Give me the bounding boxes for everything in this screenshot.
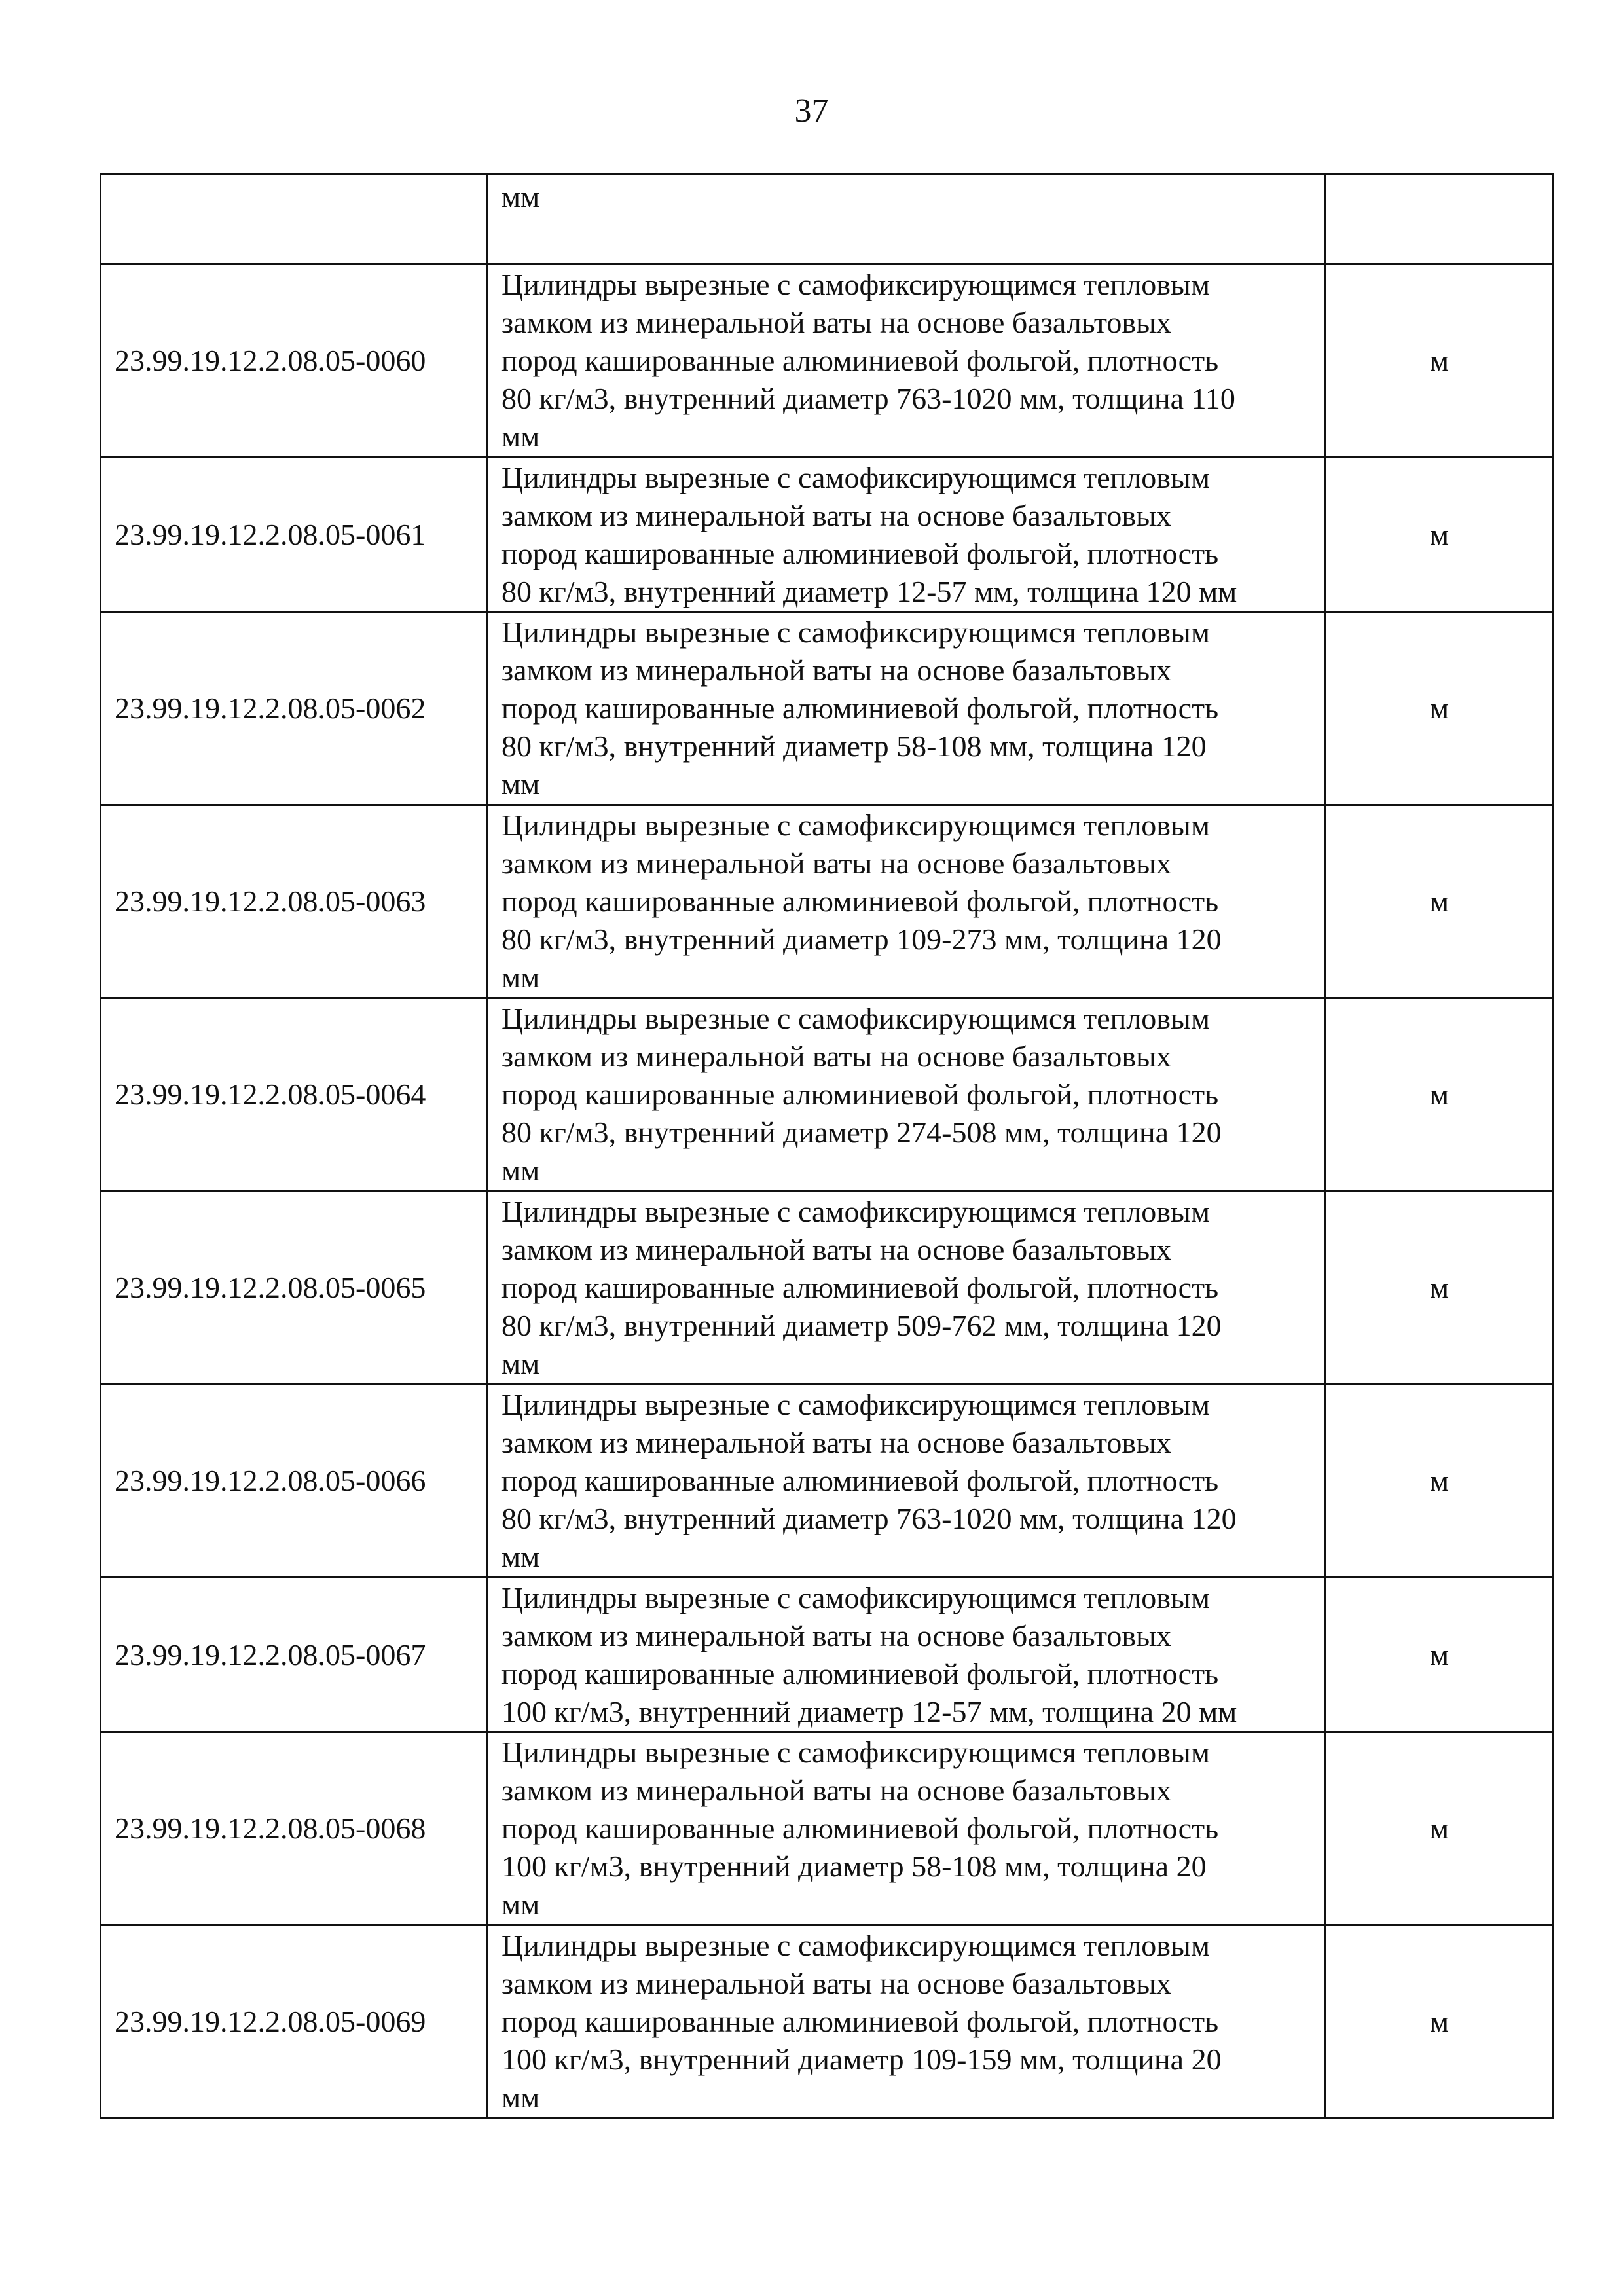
description-cell [488, 1578, 1326, 1732]
unit-cell: м [1326, 1578, 1554, 1732]
unit-cell: м [1326, 805, 1554, 998]
description-line: пород кашированные алюминиевой фольгой, плотность [501, 1812, 1219, 1845]
code-cell: 23.99.19.12.2.08.05-0061 [101, 458, 488, 612]
table-row [101, 264, 1554, 458]
description-line: замком из минеральной ваты на основе базальтовых [501, 847, 1172, 880]
description-line: 80 кг/м3, внутренний диаметр 274-508 мм, толщина 120 [501, 1116, 1222, 1149]
description-line: пород кашированные алюминиевой фольгой, плотность [501, 1078, 1219, 1111]
unit-cell: м [1326, 1732, 1554, 1925]
description-line: 80 кг/м3, внутренний диаметр 109-273 мм, толщина 120 [501, 922, 1222, 956]
description-cell: мм [488, 175, 1326, 264]
unit-cell [1326, 175, 1554, 264]
description-line: мм [501, 1540, 540, 1573]
description-line: 80 кг/м3, внутренний диаметр 509-762 мм, толщина 120 [501, 1309, 1222, 1342]
description-line: 80 кг/м3, внутренний диаметр 58-108 мм, толщина 120 [501, 729, 1207, 763]
description-cell [488, 998, 1326, 1192]
code-cell: 23.99.19.12.2.08.05-0068 [101, 1732, 488, 1925]
code-cell: 23.99.19.12.2.08.05-0069 [101, 1925, 488, 2119]
description-line: 80 кг/м3, внутренний диаметр 763-1020 мм, толщина 110 [501, 382, 1235, 415]
description-line: пород кашированные алюминиевой фольгой, плотность [501, 1656, 1219, 1690]
description-line: Цилиндры вырезные с самофиксирующимся тепловым [501, 809, 1210, 842]
description-line: Цилиндры вырезные с самофиксирующимся тепловым [501, 1736, 1210, 1769]
description-cell [488, 1192, 1326, 1385]
table-row [101, 998, 1554, 1192]
description-line: мм [501, 960, 540, 994]
description-line: 100 кг/м3, внутренний диаметр 58-108 мм, толщина 20 [501, 1850, 1207, 1883]
table-row [101, 1192, 1554, 1385]
unit-cell: м [1326, 264, 1554, 458]
description-line: пород кашированные алюминиевой фольгой, плотность [501, 536, 1219, 570]
description-line: 100 кг/м3, внутренний диаметр 12-57 мм, толщина 20 мм [501, 1694, 1237, 1728]
description-line: замком из минеральной ваты на основе базальтовых [501, 1967, 1172, 2000]
description-cell [488, 264, 1326, 458]
unit-cell: м [1326, 1925, 1554, 2119]
description-line: замком из минеральной ваты на основе базальтовых [501, 306, 1172, 339]
resource-table [100, 173, 1554, 2119]
table-body [101, 175, 1554, 2119]
unit-cell: м [1326, 998, 1554, 1192]
code-cell: 23.99.19.12.2.08.05-0063 [101, 805, 488, 998]
description-line: пород кашированные алюминиевой фольгой, плотность [501, 2005, 1219, 2038]
description-line: замком из минеральной ваты на основе базальтовых [501, 1426, 1172, 1459]
description-line: пород кашированные алюминиевой фольгой, плотность [501, 344, 1219, 377]
description-line: мм [501, 2081, 540, 2114]
description-line: 80 кг/м3, внутренний диаметр 763-1020 мм, толщина 120 [501, 1502, 1237, 1535]
description-line: пород кашированные алюминиевой фольгой, плотность [501, 1271, 1219, 1304]
description-line: замком из минеральной ваты на основе базальтовых [501, 1233, 1172, 1266]
description-line: пород кашированные алюминиевой фольгой, плотность [501, 1464, 1219, 1497]
description-line: Цилиндры вырезные с самофиксирующимся тепловым [501, 460, 1210, 494]
unit-cell: м [1326, 1385, 1554, 1578]
table-row [101, 1925, 1554, 2119]
code-cell: 23.99.19.12.2.08.05-0060 [101, 264, 488, 458]
code-cell: 23.99.19.12.2.08.05-0064 [101, 998, 488, 1192]
table-row [101, 458, 1554, 612]
code-cell [101, 175, 488, 264]
continuation-row [101, 175, 1554, 264]
table-row [101, 1732, 1554, 1925]
description-line: Цилиндры вырезные с самофиксирующимся тепловым [501, 1388, 1210, 1421]
description-line: мм [501, 1154, 540, 1187]
description-line: замком из минеральной ваты на основе базальтовых [501, 1618, 1172, 1652]
unit-cell: м [1326, 612, 1554, 805]
description-cell [488, 1925, 1326, 2119]
unit-cell: м [1326, 458, 1554, 612]
code-cell: 23.99.19.12.2.08.05-0066 [101, 1385, 488, 1578]
code-cell: 23.99.19.12.2.08.05-0065 [101, 1192, 488, 1385]
description-line: Цилиндры вырезные с самофиксирующимся тепловым [501, 615, 1210, 649]
description-line: Цилиндры вырезные с самофиксирующимся тепловым [501, 1002, 1210, 1035]
description-cell [488, 612, 1326, 805]
description-line: пород кашированные алюминиевой фольгой, плотность [501, 884, 1219, 918]
description-cell [488, 1385, 1326, 1578]
table-row [101, 805, 1554, 998]
description-line: Цилиндры вырезные с самофиксирующимся тепловым [501, 1580, 1210, 1614]
table-row [101, 612, 1554, 805]
page-number: 37 [794, 92, 829, 130]
description-line: мм [501, 1347, 540, 1380]
code-cell: 23.99.19.12.2.08.05-0062 [101, 612, 488, 805]
description-line: мм [501, 420, 540, 453]
description-line: Цилиндры вырезные с самофиксирующимся тепловым [501, 1929, 1210, 1962]
description-line: пород кашированные алюминиевой фольгой, плотность [501, 691, 1219, 725]
table-row [101, 1385, 1554, 1578]
description-cell [488, 805, 1326, 998]
description-cell [488, 458, 1326, 612]
table-row [101, 1578, 1554, 1732]
description-line: Цилиндры вырезные с самофиксирующимся тепловым [501, 268, 1210, 301]
description-cell [488, 1732, 1326, 1925]
description-line: замком из минеральной ваты на основе базальтовых [501, 653, 1172, 687]
code-cell: 23.99.19.12.2.08.05-0067 [101, 1578, 488, 1732]
description-line: мм [501, 767, 540, 801]
description-line: замком из минеральной ваты на основе базальтовых [501, 498, 1172, 532]
unit-cell: м [1326, 1192, 1554, 1385]
description-line: Цилиндры вырезные с самофиксирующимся тепловым [501, 1195, 1210, 1228]
description-line: замком из минеральной ваты на основе базальтовых [501, 1040, 1172, 1073]
description-line: замком из минеральной ваты на основе базальтовых [501, 1774, 1172, 1807]
description-line: 100 кг/м3, внутренний диаметр 109-159 мм, толщина 20 [501, 2043, 1222, 2076]
description-line: 80 кг/м3, внутренний диаметр 12-57 мм, толщина 120 мм [501, 574, 1237, 608]
description-line: мм [501, 1887, 540, 1921]
